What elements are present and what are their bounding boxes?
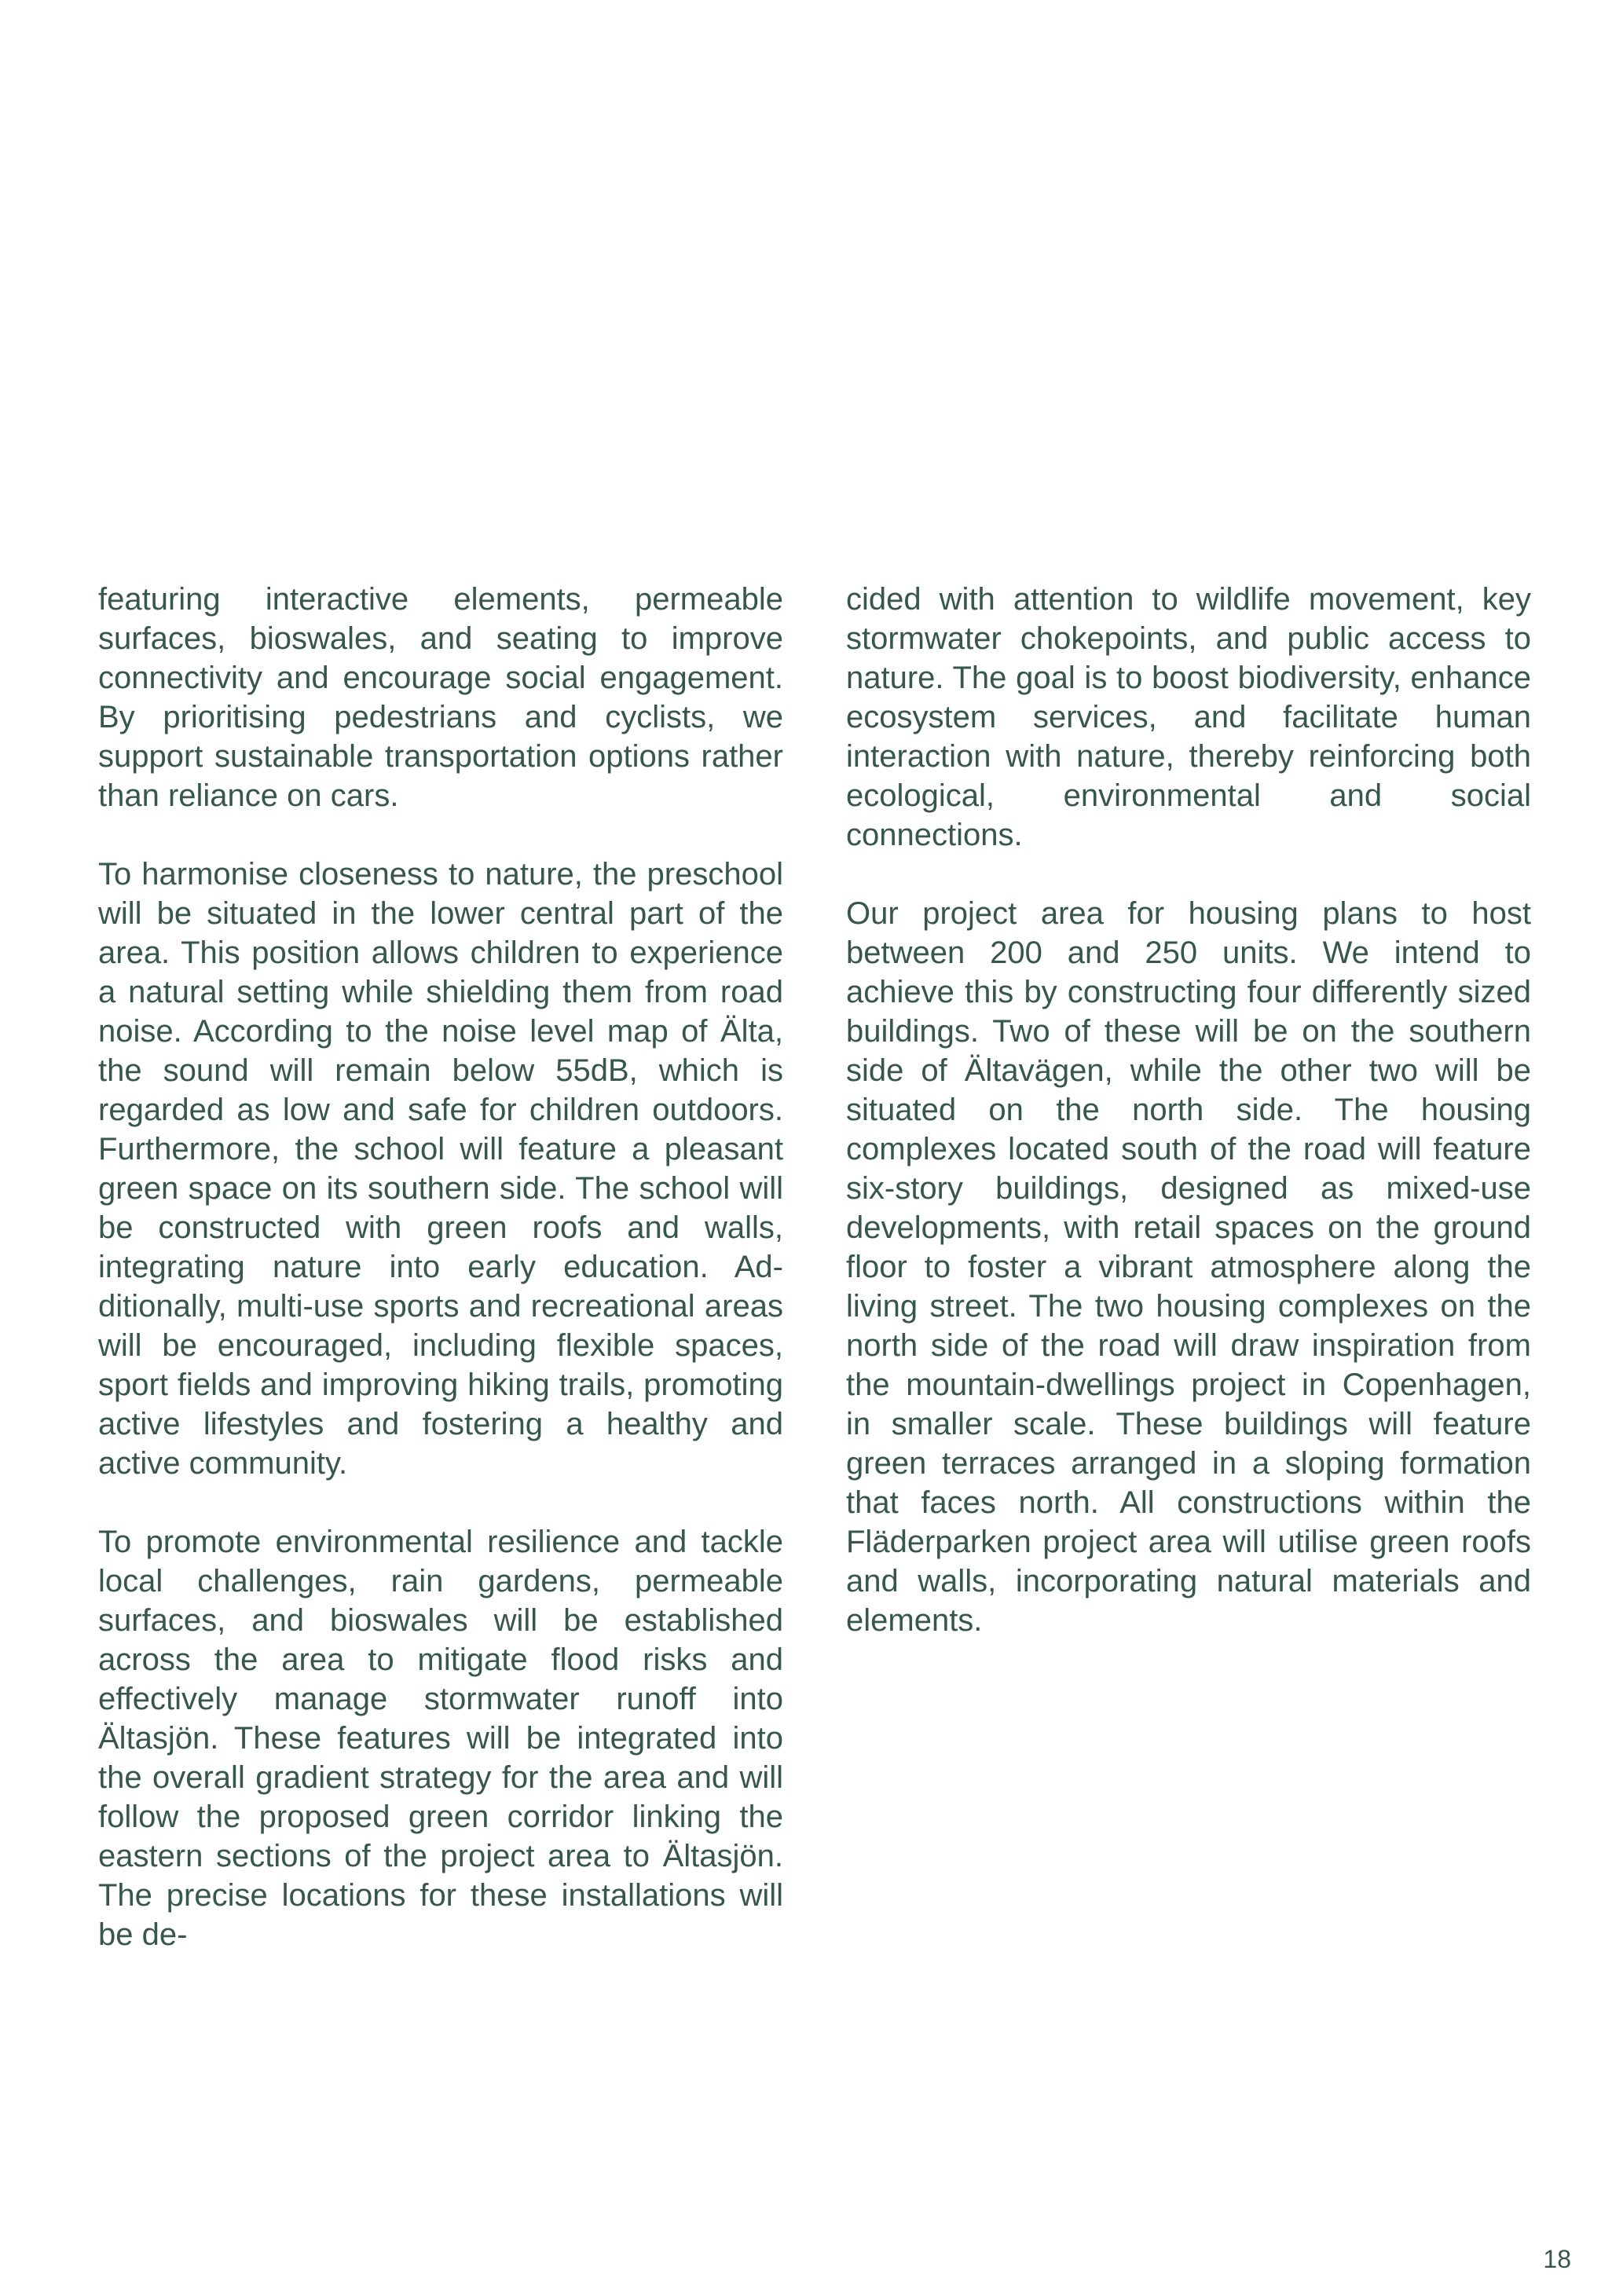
paragraph: featuring interactive elements, permeable surfaces, bioswales, and seating to improve connectivity and encourage social engagement. By prioritising pedestrians and cyclists, we support sustainable transportation options rather than reliance on cars. xyxy=(98,582,783,813)
paragraph: cided with attention to wildlife movement, key stormwater chokepoints, and public access to nature. The goal is to boost biodiversity, enhance ecosystem services, and facilitate human interaction with nature, thereby reinforcing both ecological, environmental and social connections. xyxy=(846,582,1531,852)
right-column xyxy=(846,580,1531,1679)
page-number: 18 xyxy=(1543,2245,1571,2273)
paragraph: Our project area for housing plans to host between 200 and 250 units. We intend to achieve this by constructing four differently sized buildings. Two of these will be on the southern side of Ältavägen, while the other two will be situated on the north side. The housing complexes located south of the road will feature six-story buildings, designed as mixed-use developments, with retail spaces on the ground floor to foster a vibrant atmosphere along the living street. The two housing complexes on the north side of the road will draw inspiration from the mountain-dwellings project in Copenhagen, in smaller scale. These buildings will feature green terraces arranged in a sloping formation that faces north. All constructions within the Fläderparken project area will utilise green roofs and walls, incorporating natural materials and elements. xyxy=(846,896,1531,1638)
paragraph: To promote environmental resilience and tackle local challenges, rain gardens, permeable surfaces, and bioswales will be established across the area to mitigate flood risks and effectively manage stormwater runoff into Ältasjön. These features will be integrated into the overall gradient strategy for the area and will follow the proposed green corridor linking the eastern sections of the project area to Ältasjön. The precise locations for these installations will be de- xyxy=(98,1525,783,1952)
left-column xyxy=(98,580,783,1994)
paragraph: To harmonise closeness to nature, the preschool will be situated in the lower central part of the area. This position allows children to experience a natural setting while shielding them from road noise. According to the noise level map of Älta, the sound will remain below 55dB, which is regarded as low and safe for children outdoors. Furthermore, the school will feature a pleasant green space on its southern side. The school will be constructed with green roofs and walls, integrating nature into early education. Additionally, multi-use sports and recreational areas will be encouraged, including flexible spaces, sport fields and improving hiking trails, promoting active lifestyles and fostering a healthy and active community. xyxy=(98,857,783,1481)
